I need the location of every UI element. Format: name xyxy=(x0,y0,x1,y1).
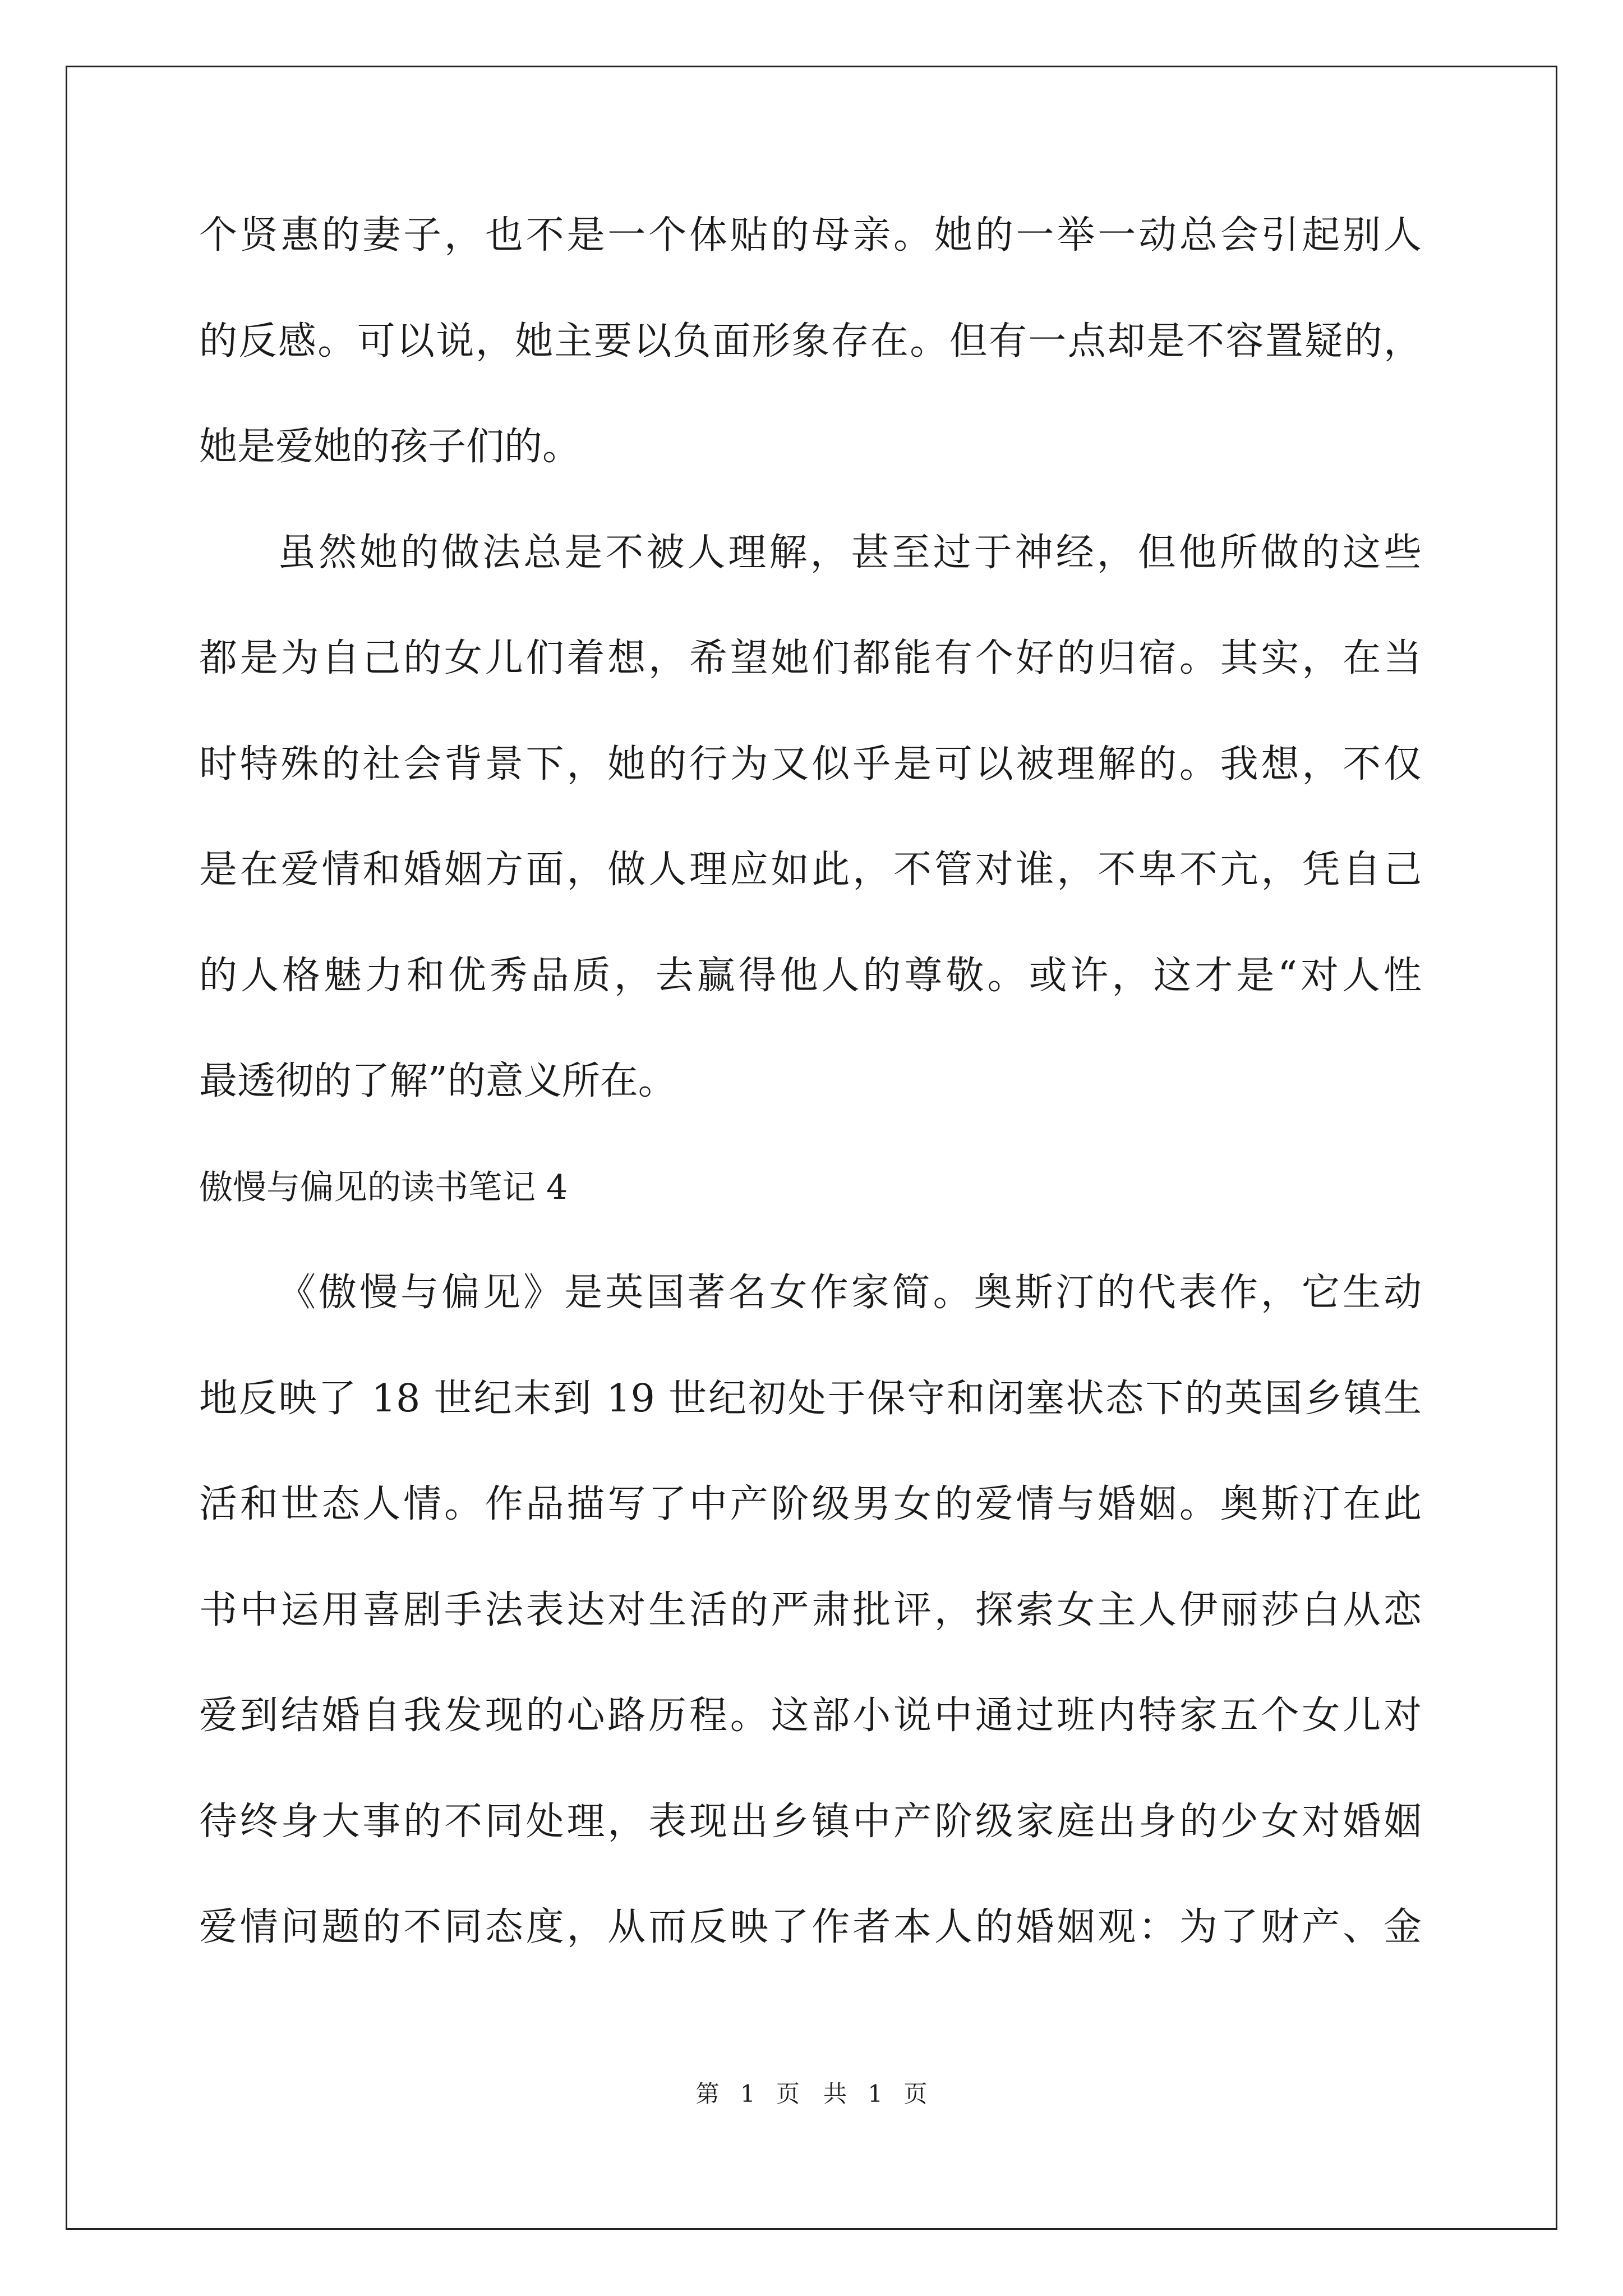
paragraph-line: 地反映了 18 世纪末到 19 世纪初处于保守和闭塞状态下的英国乡镇生 xyxy=(199,1376,1422,1421)
paragraph-line: 书中运用喜剧手法表达对生活的严肃批评，探索女主人伊丽莎白从恋 xyxy=(199,1588,1422,1632)
section-heading: 傲慢与偏见的读书笔记 4 xyxy=(199,1167,568,1207)
paragraph-line: 都是为自己的女儿们着想，希望她们都能有个好的归宿。其实，在当 xyxy=(199,636,1422,680)
paragraph-line: 时特殊的社会背景下，她的行为又似乎是可以被理解的。我想，不仅 xyxy=(199,742,1422,786)
paragraph-line: 的人格魅力和优秀品质，去赢得他人的尊敬。或许，这才是“对人性 xyxy=(199,953,1422,998)
document-body xyxy=(199,194,1422,1991)
paragraph-line: 虽然她的做法总是不被人理解，甚至过于神经，但他所做的这些 xyxy=(278,530,1422,575)
paragraph-line: 爱到结婚自我发现的心路历程。这部小说中通过班内特家五个女儿对 xyxy=(199,1694,1422,1738)
paragraph-line: 爱情问题的不同态度，从而反映了作者本人的婚姻观：为了财产、金 xyxy=(199,1905,1422,1949)
paragraph-line: 活和世态人情。作品描写了中产阶级男女的爱情与婚姻。奥斯汀在此 xyxy=(199,1482,1422,1526)
paragraph-line: 最透彻的了解”的意义所在。 xyxy=(199,1059,676,1103)
page-number-footer: 第 1 页 共 1 页 xyxy=(695,2080,928,2108)
paragraph-line: 待终身大事的不同处理，表现出乡镇中产阶级家庭出身的少女对婚姻 xyxy=(199,1799,1422,1844)
paragraph-line: 是在爱情和婚姻方面，做人理应如此，不管对谁，不卑不亢，凭自己 xyxy=(199,848,1422,892)
paragraph-line: 她是爱她的孩子们的。 xyxy=(199,425,581,469)
paragraph-line: 《傲慢与偏见》是英国著名女作家简。奥斯汀的代表作，它生动 xyxy=(278,1271,1422,1315)
paragraph-line: 个贤惠的妻子，也不是一个体贴的母亲。她的一举一动总会引起别人 xyxy=(199,213,1422,257)
paragraph-line: 的反感。可以说，她主要以负面形象存在。但有一点却是不容置疑的， xyxy=(199,319,1422,364)
